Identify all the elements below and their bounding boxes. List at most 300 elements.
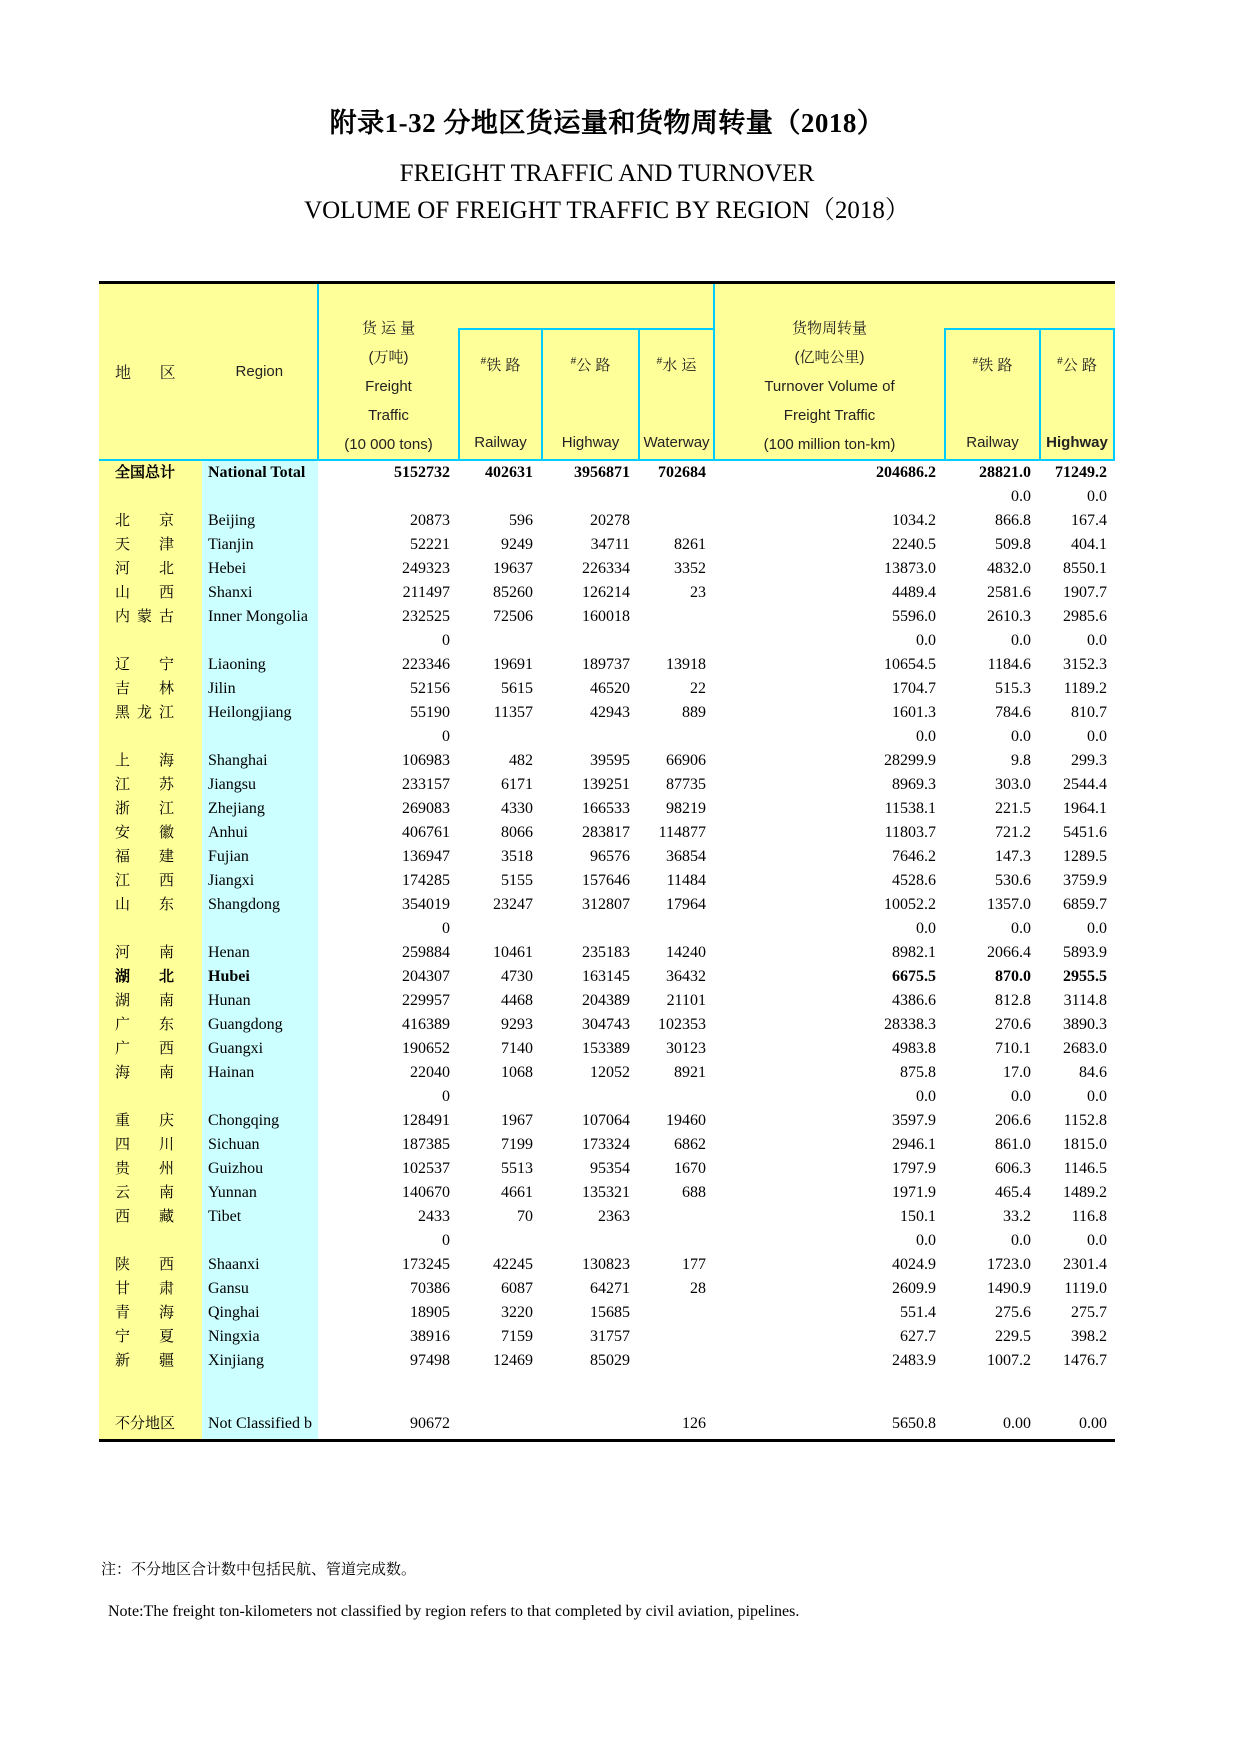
header-railway-cn: #铁 路 — [480, 356, 521, 374]
table-row — [99, 653, 1115, 677]
cell-railway — [458, 485, 541, 509]
cell-region-cn: 上海 — [99, 749, 202, 773]
cell-railway: 402631 — [485, 464, 533, 481]
header-turnover-railway — [944, 283, 1039, 461]
cell-waterway: 13918 — [666, 656, 706, 673]
cell-waterway: 22 — [690, 680, 706, 697]
cell-turnover: 4024.9 — [892, 1256, 936, 1273]
table-row — [99, 1205, 1115, 1229]
cell-turnover-railway: 0.00 — [1003, 1415, 1031, 1432]
header-freight-line: 货 运 量 — [361, 320, 416, 337]
cell-waterway — [638, 629, 714, 653]
cell-railway: 4661 — [501, 1184, 533, 1201]
cell-turnover: 0.0 — [916, 632, 936, 649]
table-row — [99, 893, 1115, 917]
cell-waterway — [638, 485, 714, 509]
cell-region-en: Henan — [202, 941, 318, 965]
cell-region-en: Not Classified b — [202, 1409, 318, 1441]
cell-turnover-railway: 509.8 — [995, 536, 1031, 553]
cell-region-en: Guangxi — [202, 1037, 318, 1061]
cell-freight: 406761 — [402, 824, 450, 841]
cell-region-cn: 湖北 — [99, 965, 202, 989]
cell-turnover-railway: 0.0 — [1011, 488, 1031, 505]
cell-region-en: Zhejiang — [202, 797, 318, 821]
cell-turnover-railway: 1723.0 — [987, 1256, 1031, 1273]
cell-region-cn: 陕西 — [99, 1253, 202, 1277]
cell-turnover-highway: 810.7 — [1071, 704, 1107, 721]
table-row — [99, 1229, 1115, 1253]
header-freight-traffic — [318, 283, 458, 461]
cell-region-cn: 贵州 — [99, 1157, 202, 1181]
cell-railway — [458, 1373, 541, 1409]
cell-freight: 128491 — [402, 1112, 450, 1129]
cell-region-en: Beijing — [202, 509, 318, 533]
cell-turnover: 3597.9 — [892, 1112, 936, 1129]
cell-turnover: 8982.1 — [892, 944, 936, 961]
cell-turnover-railway: 0.0 — [1011, 1232, 1031, 1249]
cell-region-en: Shanghai — [202, 749, 318, 773]
cell-region-en — [202, 629, 318, 653]
cell-waterway: 23 — [690, 584, 706, 601]
cell-railway: 7140 — [501, 1040, 533, 1057]
cell-freight: 52156 — [410, 680, 450, 697]
spacer-row — [99, 1373, 1115, 1409]
cell-freight: 173245 — [402, 1256, 450, 1273]
cell-turnover-highway: 2955.5 — [1063, 968, 1107, 985]
cell-freight: 232525 — [402, 608, 450, 625]
cell-freight: 211497 — [402, 584, 450, 601]
cell-turnover: 10052.2 — [884, 896, 936, 913]
table-row — [99, 1061, 1115, 1085]
cell-region-cn: 云南 — [99, 1181, 202, 1205]
cell-region-en: Jilin — [202, 677, 318, 701]
header-turnover-highway — [1039, 283, 1115, 461]
table-row — [99, 821, 1115, 845]
header-turnover-railway-en: Railway — [966, 434, 1019, 451]
cell-region-cn: 山东 — [99, 893, 202, 917]
cell-turnover: 13873.0 — [884, 560, 936, 577]
cell-turnover: 2946.1 — [892, 1136, 936, 1153]
cell-turnover: 5596.0 — [892, 608, 936, 625]
cell-region-en: Guangdong — [202, 1013, 318, 1037]
cell-turnover: 11803.7 — [884, 824, 936, 841]
cell-turnover-highway: 2985.6 — [1063, 608, 1107, 625]
cell-turnover-railway: 147.3 — [995, 848, 1031, 865]
cell-region-en: Jiangxi — [202, 869, 318, 893]
cell-freight: 0 — [442, 632, 450, 649]
cell-turnover-railway: 2610.3 — [987, 608, 1031, 625]
cell-railway — [458, 1409, 541, 1441]
cell-turnover-railway: 28821.0 — [979, 464, 1031, 481]
header-waterway-en: Waterway — [643, 434, 710, 451]
cell-turnover-highway: 1119.0 — [1064, 1280, 1107, 1297]
cell-freight: 0 — [442, 920, 450, 937]
cell-turnover-highway: 3890.3 — [1063, 1016, 1107, 1033]
cell-region-en: Hubei — [202, 965, 318, 989]
table-row — [99, 533, 1115, 557]
cell-waterway: 8261 — [674, 536, 706, 553]
cell-region-en: Xinjiang — [202, 1349, 318, 1373]
page-title-cn: 附录1-32 分地区货运量和货物周转量（2018） — [329, 108, 885, 138]
cell-railway: 6171 — [501, 776, 533, 793]
cell-freight: 52221 — [410, 536, 450, 553]
table-row — [99, 629, 1115, 653]
cell-waterway: 17964 — [666, 896, 706, 913]
cell-railway: 85260 — [493, 584, 533, 601]
table-row — [99, 557, 1115, 581]
cell-railway: 19691 — [493, 656, 533, 673]
cell-railway: 12469 — [493, 1352, 533, 1369]
cell-freight: 102537 — [402, 1160, 450, 1177]
title-block — [99, 0, 1115, 229]
cell-region-cn — [99, 485, 202, 509]
cell-turnover-railway: 2581.6 — [987, 584, 1031, 601]
cell-region-cn: 黑龙江 — [99, 701, 202, 725]
cell-waterway: 702684 — [658, 464, 706, 481]
cell-region-en: Hainan — [202, 1061, 318, 1085]
cell-turnover: 10654.5 — [884, 656, 936, 673]
cell-freight: 38916 — [410, 1328, 450, 1345]
cell-waterway: 688 — [682, 1184, 706, 1201]
table-row — [99, 1301, 1115, 1325]
cell-freight: 259884 — [402, 944, 450, 961]
cell-region-cn: 不分地区 — [99, 1409, 202, 1441]
cell-region-en: Shangdong — [202, 893, 318, 917]
cell-turnover-highway: 0.0 — [1087, 1088, 1107, 1105]
cell-turnover-highway: 1189.2 — [1063, 680, 1107, 697]
cell-highway: 42943 — [590, 704, 630, 721]
cell-region-en: Qinghai — [202, 1301, 318, 1325]
cell-turnover-highway: 5893.9 — [1063, 944, 1107, 961]
cell-turnover-railway: 221.5 — [995, 800, 1031, 817]
cell-turnover-railway: 870.0 — [995, 968, 1031, 985]
cell-turnover-highway: 0.0 — [1087, 920, 1107, 937]
cell-turnover: 1797.9 — [892, 1160, 936, 1177]
cell-region-en — [202, 917, 318, 941]
cell-turnover-highway: 3759.9 — [1063, 872, 1107, 889]
cell-turnover-railway: 1007.2 — [987, 1352, 1031, 1369]
cell-waterway: 36432 — [666, 968, 706, 985]
cell-region-cn: 江苏 — [99, 773, 202, 797]
table-row — [99, 869, 1115, 893]
cell-railway: 5155 — [501, 872, 533, 889]
cell-region-cn — [99, 1373, 202, 1409]
cell-highway — [541, 1085, 638, 1109]
cell-turnover: 0.0 — [916, 1232, 936, 1249]
cell-highway — [541, 725, 638, 749]
cell-waterway: 30123 — [666, 1040, 706, 1057]
cell-turnover-highway: 1907.7 — [1063, 584, 1107, 601]
table-row — [99, 749, 1115, 773]
cell-highway: 304743 — [582, 1016, 630, 1033]
cell-highway: 163145 — [582, 968, 630, 985]
cell-railway: 596 — [509, 512, 533, 529]
table-row — [99, 1349, 1115, 1373]
page-title-en-line1: FREIGHT TRAFFIC AND TURNOVER — [399, 160, 815, 187]
cell-railway: 3220 — [501, 1304, 533, 1321]
cell-waterway: 102353 — [658, 1016, 706, 1033]
cell-highway: 39595 — [590, 752, 630, 769]
cell-region-en: Ningxia — [202, 1325, 318, 1349]
cell-region-cn: 吉林 — [99, 677, 202, 701]
cell-turnover-railway: 2066.4 — [987, 944, 1031, 961]
cell-waterway: 87735 — [666, 776, 706, 793]
cell-waterway — [638, 1301, 714, 1325]
cell-waterway: 1670 — [674, 1160, 706, 1177]
cell-turnover-railway: 17.0 — [1003, 1064, 1031, 1081]
cell-region-en: Chongqing — [202, 1109, 318, 1133]
header-turnover-line: (亿吨公里) — [794, 349, 865, 366]
cell-region-cn: 广东 — [99, 1013, 202, 1037]
cell-region-en: Inner Mongolia — [202, 605, 318, 629]
cell-highway: 95354 — [590, 1160, 630, 1177]
cell-highway: 46520 — [590, 680, 630, 697]
cell-turnover: 0.0 — [916, 1088, 936, 1105]
note-cn: 注：不分地区合计数中包括民航、管道完成数。 — [101, 1562, 417, 1578]
cell-freight: 416389 — [402, 1016, 450, 1033]
cell-railway: 4730 — [501, 968, 533, 985]
cell-freight: 187385 — [402, 1136, 450, 1153]
header-highway-en: Highway — [561, 434, 620, 451]
table-row — [99, 1133, 1115, 1157]
table-row — [99, 1325, 1115, 1349]
cell-turnover-highway: 2683.0 — [1063, 1040, 1107, 1057]
cell-waterway: 36854 — [666, 848, 706, 865]
cell-waterway — [638, 1205, 714, 1229]
header-region-en: Region — [235, 363, 284, 380]
cell-highway: 189737 — [582, 656, 630, 673]
cell-region-en: Hunan — [202, 989, 318, 1013]
cell-turnover-railway: 206.6 — [995, 1112, 1031, 1129]
cell-region-cn: 新疆 — [99, 1349, 202, 1373]
header-row — [99, 283, 1115, 461]
cell-turnover-highway: 116.8 — [1071, 1208, 1107, 1225]
table-body — [99, 460, 1115, 1441]
cell-region-cn — [99, 1229, 202, 1253]
cell-turnover: 5650.8 — [892, 1415, 936, 1432]
cell-turnover-railway: 270.6 — [995, 1016, 1031, 1033]
cell-turnover: 8969.3 — [892, 776, 936, 793]
cell-turnover-railway: 1357.0 — [987, 896, 1031, 913]
table-row — [99, 1181, 1115, 1205]
cell-freight: 5152732 — [394, 464, 450, 481]
cell-turnover: 4386.6 — [892, 992, 936, 1009]
cell-turnover: 1601.3 — [892, 704, 936, 721]
cell-region-cn — [99, 725, 202, 749]
cell-turnover: 2240.5 — [892, 536, 936, 553]
cell-freight: 97498 — [410, 1352, 450, 1369]
cell-freight — [318, 1373, 458, 1409]
cell-turnover-railway: 0.0 — [1011, 632, 1031, 649]
cell-waterway: 14240 — [666, 944, 706, 961]
cell-region-cn: 宁夏 — [99, 1325, 202, 1349]
cell-region-en: Hebei — [202, 557, 318, 581]
page-title-en-line2: VOLUME OF FREIGHT TRAFFIC BY REGION（2018） — [304, 197, 910, 224]
cell-turnover: 0.0 — [916, 920, 936, 937]
cell-turnover: 6675.5 — [892, 968, 936, 985]
cell-railway — [458, 1229, 541, 1253]
cell-freight: 249323 — [402, 560, 450, 577]
cell-freight: 269083 — [402, 800, 450, 817]
cell-waterway: 3352 — [674, 560, 706, 577]
cell-highway: 226334 — [582, 560, 630, 577]
cell-railway: 9293 — [501, 1016, 533, 1033]
table-row — [99, 485, 1115, 509]
cell-turnover: 2483.9 — [892, 1352, 936, 1369]
cell-turnover-highway: 3114.8 — [1063, 992, 1107, 1009]
cell-turnover-railway: 465.4 — [995, 1184, 1031, 1201]
header-turnover-highway-cn: #公 路 — [1057, 356, 1097, 374]
cell-turnover-highway: 0.0 — [1087, 632, 1107, 649]
cell-turnover — [714, 485, 944, 509]
cell-region-cn — [99, 1085, 202, 1109]
header-waterway — [638, 283, 714, 461]
cell-railway: 10461 — [493, 944, 533, 961]
cell-freight: 55190 — [410, 704, 450, 721]
cell-region-en: Shanxi — [202, 581, 318, 605]
header-railway-en: Railway — [474, 434, 527, 451]
cell-region-cn: 北京 — [99, 509, 202, 533]
note-en: Note:The freight ton-kilometers not classified by region refers to that completed by civil aviation, pipelines. — [108, 1603, 800, 1620]
cell-turnover-highway: 2301.4 — [1063, 1256, 1107, 1273]
cell-freight: 18905 — [410, 1304, 450, 1321]
cell-turnover: 4528.6 — [892, 872, 936, 889]
cell-railway: 5615 — [501, 680, 533, 697]
cell-railway: 4468 — [501, 992, 533, 1009]
cell-region-cn — [99, 917, 202, 941]
cell-freight: 174285 — [402, 872, 450, 889]
table-row — [99, 1109, 1115, 1133]
header-turnover-railway-cn: #铁 路 — [972, 356, 1013, 374]
cell-turnover-highway: 0.0 — [1087, 488, 1107, 505]
cell-waterway: 28 — [690, 1280, 706, 1297]
cell-freight: 106983 — [402, 752, 450, 769]
table-row — [99, 460, 1115, 485]
cell-turnover-highway: 1146.5 — [1063, 1160, 1107, 1177]
header-waterway-cn: #水 运 — [656, 356, 697, 374]
cell-railway: 72506 — [493, 608, 533, 625]
header-region-cn: 地 区 — [115, 365, 176, 382]
cell-turnover-railway: 9.8 — [1011, 752, 1031, 769]
cell-turnover-highway: 3152.3 — [1063, 656, 1107, 673]
cell-freight: 204307 — [402, 968, 450, 985]
cell-waterway: 21101 — [666, 992, 706, 1009]
header-region — [99, 283, 318, 461]
cell-turnover: 204686.2 — [876, 464, 936, 481]
table-row — [99, 581, 1115, 605]
cell-turnover-railway: 229.5 — [995, 1328, 1031, 1345]
table-row — [99, 1013, 1115, 1037]
cell-region-en — [202, 1085, 318, 1109]
cell-region-en: Shaanxi — [202, 1253, 318, 1277]
cell-waterway: 114877 — [658, 824, 706, 841]
cell-waterway — [638, 1229, 714, 1253]
cell-turnover-railway: 1184.6 — [987, 656, 1031, 673]
cell-region-cn: 西藏 — [99, 1205, 202, 1229]
cell-freight: 20873 — [410, 512, 450, 529]
cell-railway: 70 — [517, 1208, 533, 1225]
cell-turnover-highway: 398.2 — [1071, 1328, 1107, 1345]
cell-highway: 160018 — [582, 608, 630, 625]
cell-freight: 190652 — [402, 1040, 450, 1057]
cell-region-cn: 河南 — [99, 941, 202, 965]
cell-turnover-railway: 866.8 — [995, 512, 1031, 529]
table-row — [99, 701, 1115, 725]
cell-turnover-highway: 404.1 — [1071, 536, 1107, 553]
cell-highway: 34711 — [590, 536, 630, 553]
cell-railway: 42245 — [493, 1256, 533, 1273]
cell-freight: 223346 — [402, 656, 450, 673]
cell-waterway — [638, 1349, 714, 1373]
cell-turnover-highway: 5451.6 — [1063, 824, 1107, 841]
cell-railway: 8066 — [501, 824, 533, 841]
cell-region-cn: 海南 — [99, 1061, 202, 1085]
cell-turnover: 627.7 — [900, 1328, 936, 1345]
cell-region-en: Fujian — [202, 845, 318, 869]
cell-turnover-highway: 1476.7 — [1063, 1352, 1107, 1369]
cell-region-cn: 甘肃 — [99, 1277, 202, 1301]
cell-freight: 70386 — [410, 1280, 450, 1297]
cell-highway: 64271 — [590, 1280, 630, 1297]
cell-turnover-railway: 710.1 — [995, 1040, 1031, 1057]
cell-highway: 204389 — [582, 992, 630, 1009]
cell-highway: 166533 — [582, 800, 630, 817]
cell-region-en: Sichuan — [202, 1133, 318, 1157]
cell-turnover: 551.4 — [900, 1304, 936, 1321]
cell-turnover-railway: 33.2 — [1003, 1208, 1031, 1225]
cell-turnover-highway: 2544.4 — [1063, 776, 1107, 793]
cell-railway: 9249 — [501, 536, 533, 553]
cell-turnover-highway: 8550.1 — [1063, 560, 1107, 577]
cell-region-cn: 安徽 — [99, 821, 202, 845]
cell-highway: 31757 — [590, 1328, 630, 1345]
cell-turnover-railway: 861.0 — [995, 1136, 1031, 1153]
cell-waterway — [638, 605, 714, 629]
cell-highway: 3956871 — [574, 464, 630, 481]
cell-railway: 1967 — [501, 1112, 533, 1129]
cell-region-en: Guizhou — [202, 1157, 318, 1181]
cell-railway: 482 — [509, 752, 533, 769]
header-freight-line: Traffic — [368, 407, 409, 424]
cell-highway — [541, 1229, 638, 1253]
cell-region-cn: 湖南 — [99, 989, 202, 1013]
header-turnover-line: 货物周转量 — [791, 320, 867, 337]
cell-turnover: 2609.9 — [892, 1280, 936, 1297]
cell-turnover-railway: 721.2 — [995, 824, 1031, 841]
cell-highway: 139251 — [582, 776, 630, 793]
cell-railway: 5513 — [501, 1160, 533, 1177]
cell-railway — [458, 725, 541, 749]
cell-turnover: 0.0 — [916, 728, 936, 745]
cell-freight: 229957 — [402, 992, 450, 1009]
header-freight-line: Freight — [365, 378, 412, 395]
cell-region-en — [202, 485, 318, 509]
freight-table — [99, 281, 1115, 1442]
header-railway — [458, 283, 541, 461]
cell-highway: 15685 — [590, 1304, 630, 1321]
cell-turnover: 28338.3 — [884, 1016, 936, 1033]
cell-region-en: Heilongjiang — [202, 701, 318, 725]
cell-railway: 4330 — [501, 800, 533, 817]
cell-highway: 12052 — [590, 1064, 630, 1081]
cell-turnover-highway: 167.4 — [1071, 512, 1107, 529]
cell-region-cn: 四川 — [99, 1133, 202, 1157]
table-row — [99, 1085, 1115, 1109]
cell-highway: 312807 — [582, 896, 630, 913]
header-turnover-line: (100 million ton-km) — [763, 436, 896, 453]
cell-turnover-highway: 84.6 — [1079, 1064, 1107, 1081]
cell-railway — [458, 917, 541, 941]
